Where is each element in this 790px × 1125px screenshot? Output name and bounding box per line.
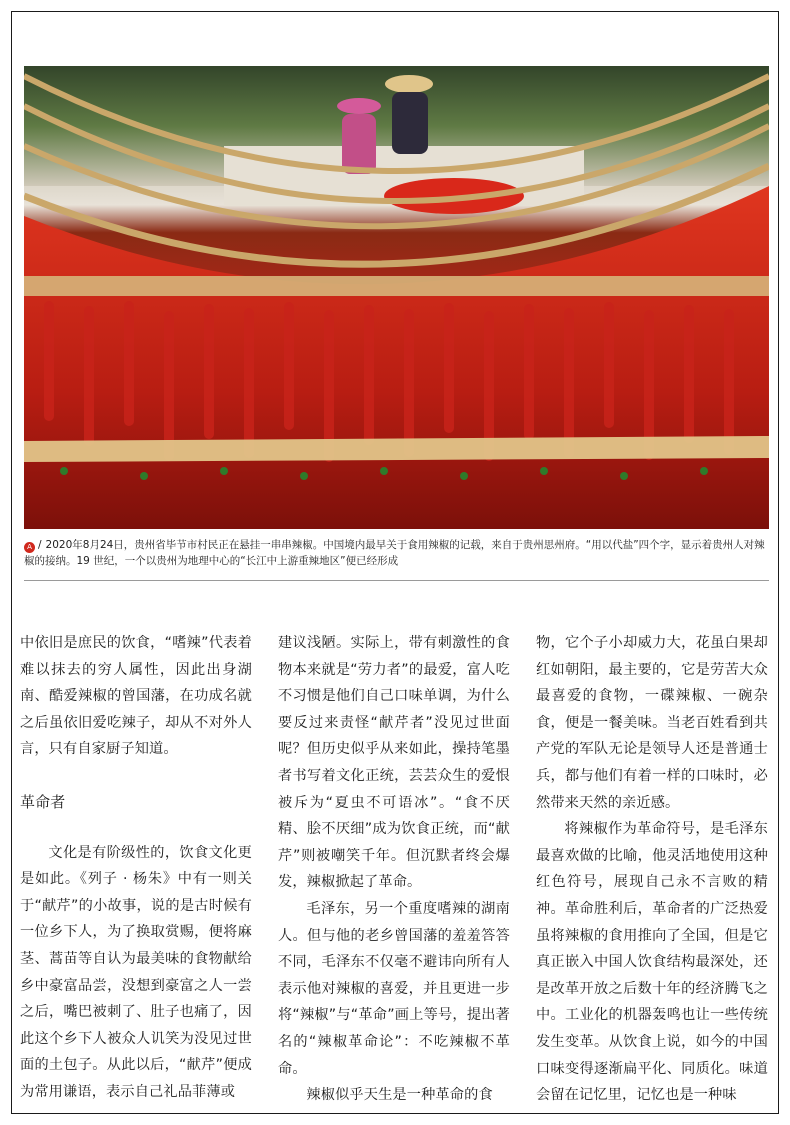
caption-divider — [24, 580, 769, 581]
page-frame — [11, 11, 779, 1114]
hat-pink — [337, 98, 381, 114]
hat-straw — [385, 75, 433, 93]
caption-text: 2020年8月24日，贵州省毕节市村民正在悬挂一串串辣椒。中国境内最早关于食用辣椒的记载，来自于贵州思州府。“用以代盐”四个字，显示着贵州人对辣椒的接纳。19 世纪，一个以贵州为地理中心的“长江中上游重辣地区”便已经形成 — [24, 539, 765, 567]
caption-slash: / — [38, 539, 42, 551]
column-2-paragraph-3: 辣椒似乎天生是一种革命的食 — [306, 1087, 493, 1104]
villager-right — [392, 92, 428, 154]
photo-caption — [24, 537, 772, 569]
text-column-1 — [20, 630, 252, 1106]
column-1-paragraph-1: 中依旧是庶民的饮食，“嗜辣”代表着难以抹去的穷人属性，因此出身湖南、酷爱辣椒的曾国藩，在功成名就之后虽依旧爱吃辣子，却从不对外人言，只有自家厨子知道。 — [20, 635, 252, 758]
text-column-3 — [536, 630, 768, 1109]
villager-left — [342, 114, 376, 174]
text-column-2 — [278, 630, 510, 1109]
column-3-paragraph-1: 物，它个子小却威力大，花虽白果却红如朝阳，最主要的，它是劳苦大众最喜爱的食物，一碟辣椒、一碗杂食，便是一餐美味。当老百姓看到共产党的军队无论是领导人还是普通士兵，都与他们有着一样的口味时，必然带来天然的亲近感。 — [536, 635, 768, 811]
column-2-paragraph-1: 建议浅陋。实际上，带有刺激性的食物本来就是“劳力者”的最爱，富人吃不习惯是他们自己口味单调，为什么要反过来责怪“献芹者”没见过世面呢？但历史似乎从来如此，操持笔墨者书写着文化正统，芸芸众生的爱恨被斥为“夏虫不可语冰”。“食不厌精、脍不厌细”成为饮食正统，而“献芹”则被嘲笑千年。但沉默者终会爆发，辣椒掀起了革命。 — [278, 635, 510, 891]
section-heading-revolutionary: 革命者 — [20, 792, 66, 811]
column-1-paragraph-2: 文化是有阶级性的，饮食文化更是如此。《列子 · 杨朱》中有一则关于“献芹”的小故事，说的是古时候有一位乡下人，为了换取赏赐，便将麻茎、蒿苗等自认为最美味的食物献给乡中豪富品尝，没想到豪富之人一尝之后，嘴巴被刺了、肚子也痛了，因此这个乡下人被众人讥笑为没见过世面的土包子。从此以后，“献芹”便成为常用谦语，表示自己礼品菲薄或 — [20, 844, 252, 1100]
chili-drying-photo — [24, 66, 769, 529]
caption-marker-icon: A — [24, 542, 35, 553]
column-2-paragraph-2: 毛泽东，另一个重度嗜辣的湖南人。但与他的老乡曾国藩的羞羞答答不同，毛泽东不仅毫不避讳向所有人表示他对辣椒的喜爱，并且更进一步将“辣椒”与“革命”画上等号，提出著名的“辣椒革命论”：不吃辣椒不革命。 — [278, 900, 510, 1077]
column-3-paragraph-2: 将辣椒作为革命符号，是毛泽东最喜欢做的比喻，他灵活地使用这种红色符号，展现自己永不言败的精神。革命胜利后，革命者的广泛热爱虽将辣椒的食用推向了全国，但是它真正嵌入中国人饮食结构最深处，还是改革开放之后数十年的经济腾飞之中。工业化的机器轰鸣也让一些传统发生变革。从饮食上说，如今的中国口味变得逐渐扁平化、同质化。味道会留在记忆里，记忆也是一种味 — [536, 821, 768, 1104]
photo-illustration — [24, 66, 769, 529]
